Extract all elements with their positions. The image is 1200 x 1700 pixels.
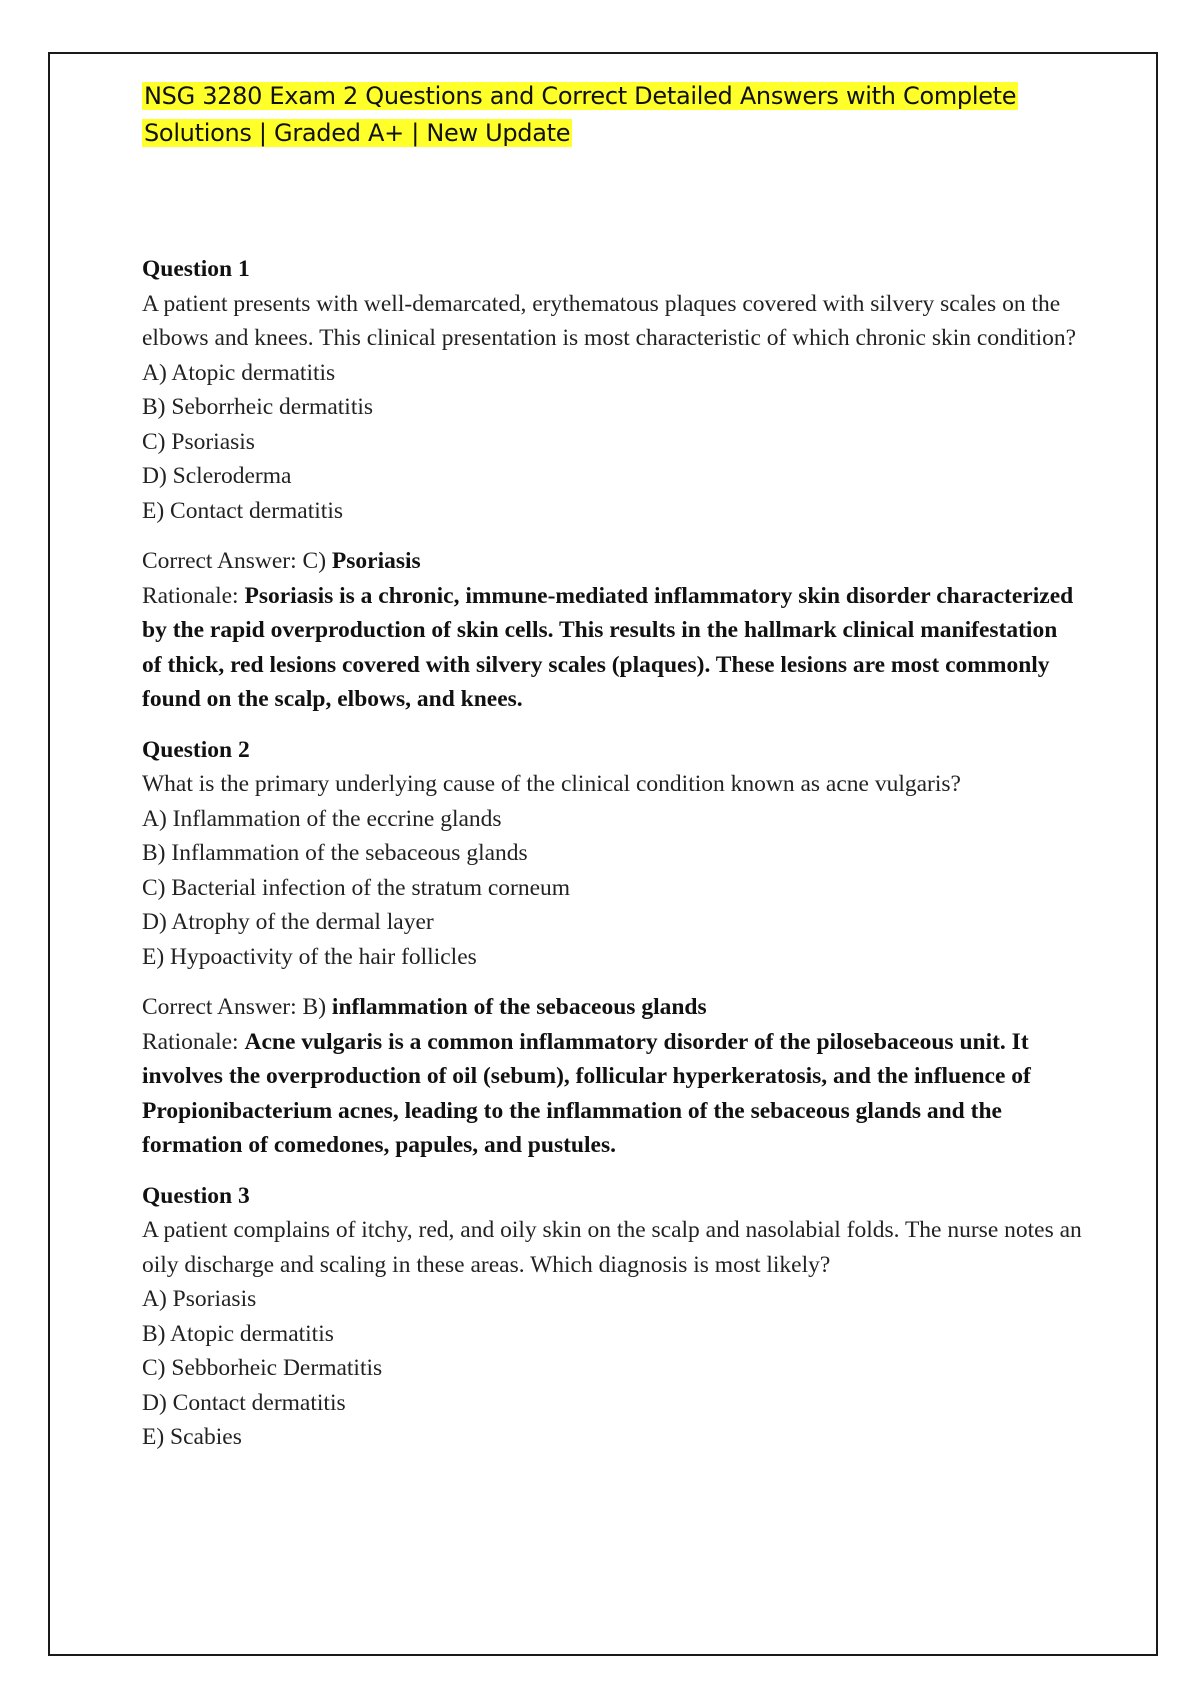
- question-text: What is the primary underlying cause of the clinical condition known as acne vulgaris?: [142, 771, 961, 797]
- document-title: [142, 78, 1082, 152]
- option-b: B) Inflammation of the sebaceous glands: [142, 840, 528, 866]
- question-1: [142, 252, 1082, 528]
- options-list: [142, 802, 1082, 975]
- question-heading: Question 2: [142, 736, 250, 763]
- option-e: E) Hypoactivity of the hair follicles: [142, 943, 477, 970]
- option-d: D) Contact dermatitis: [142, 1389, 346, 1416]
- correct-answer-label: Correct Answer: B): [142, 994, 327, 1020]
- question-text: A patient presents with well-demarcated, erythematous plaques covered with silvery scales on the elbows and knees. This clinical presentation is most characteristic of which chronic skin condition?: [142, 290, 1077, 351]
- option-b: B) Seborrheic dermatitis: [142, 394, 374, 420]
- correct-answer-value: inflammation of the sebaceous glands: [331, 994, 707, 1020]
- title-line-1: NSG 3280 Exam 2 Questions and Correct Detailed Answers with Complete: [144, 82, 1017, 110]
- option-a: A) Psoriasis: [142, 1286, 257, 1312]
- correct-answer: [142, 990, 1082, 1025]
- rationale-text: Psoriasis is a chronic, immune-mediated inflammatory skin disorder characterized by the rapid overproduction of skin cells. This results in the hallmark clinical manifestation of thick, red lesions covered with silvery scales (plaques). These lesions are most commonly found on the scalp, elbows, and knees.: [142, 582, 1074, 712]
- option-a: A) Inflammation of the eccrine glands: [142, 805, 502, 832]
- options-list: [142, 1282, 1082, 1455]
- option-c: C) Bacterial infection of the stratum corneum: [142, 874, 571, 901]
- question-2: [142, 733, 1082, 975]
- document-content: [142, 78, 1082, 1471]
- option-e: E) Scabies: [142, 1424, 242, 1450]
- title-line-2: Solutions | Graded A+ | New Update: [144, 119, 571, 147]
- correct-answer: [142, 544, 1082, 579]
- rationale-label: Rationale:: [142, 1028, 239, 1055]
- answer-block-2: [142, 990, 1082, 1163]
- option-b: B) Atopic dermatitis: [142, 1320, 334, 1347]
- option-d: D) Scleroderma: [142, 463, 292, 489]
- rationale-label: Rationale:: [142, 582, 239, 609]
- option-c: C) Sebborheic Dermatitis: [142, 1355, 383, 1381]
- rationale: [142, 1025, 1082, 1163]
- correct-answer-label: Correct Answer: C): [142, 548, 327, 574]
- correct-answer-value: Psoriasis: [331, 548, 421, 574]
- question-heading: Question 3: [142, 1182, 250, 1209]
- options-list: [142, 356, 1082, 529]
- rationale-text: Acne vulgaris is a common inflammatory disorder of the pilosebaceous unit. It involves the overproduction of oil (sebum), follicular hyperkeratosis, and the influence of Propionibacterium acnes, leading to the inflammation of the sebaceous glands and the formation of comedones, papules, and pustules.: [142, 1028, 1031, 1158]
- rationale: [142, 579, 1082, 717]
- question-heading: Question 1: [142, 256, 250, 282]
- question-text: A patient complains of itchy, red, and oily skin on the scalp and nasolabial folds. The nurse notes an oily discharge and scaling in these areas. Which diagnosis is most likely?: [142, 1217, 1082, 1278]
- answer-block-1: [142, 544, 1082, 717]
- option-e: E) Contact dermatitis: [142, 497, 344, 524]
- question-3: [142, 1179, 1082, 1455]
- option-c: C) Psoriasis: [142, 428, 255, 455]
- option-a: A) Atopic dermatitis: [142, 359, 336, 386]
- option-d: D) Atrophy of the dermal layer: [142, 909, 434, 935]
